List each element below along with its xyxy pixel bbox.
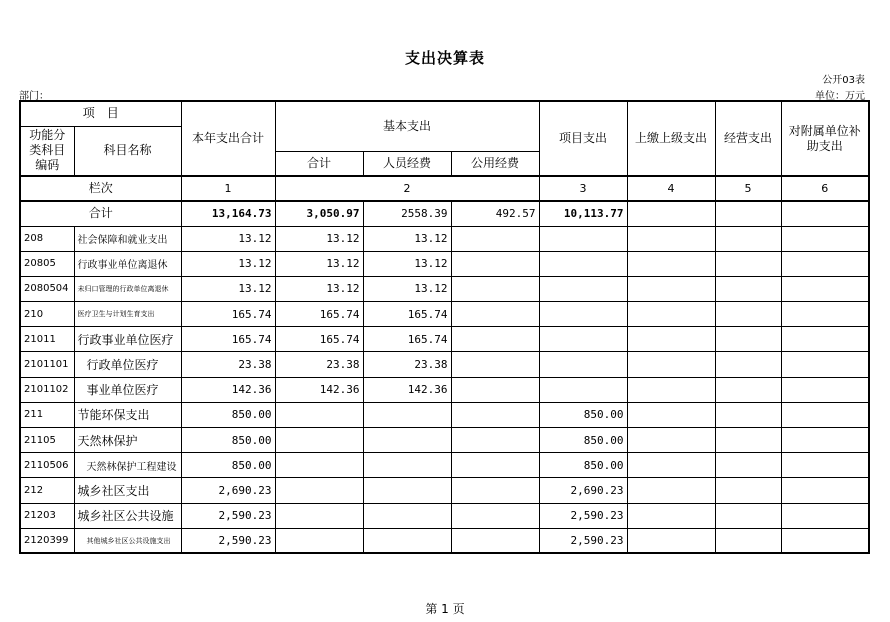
- header-basic-total: 合计: [275, 151, 363, 176]
- row-personnel: [363, 503, 451, 528]
- row-remit: [627, 528, 715, 553]
- row-subsidy: [781, 327, 869, 352]
- row-remit: [627, 276, 715, 301]
- total-row-remit: [627, 201, 715, 226]
- row-code: 212: [20, 478, 74, 503]
- column-number-5: 5: [715, 176, 781, 201]
- header-remit: 上缴上级支出: [627, 101, 715, 176]
- row-total: 13.12: [181, 226, 275, 251]
- column-number-6: 6: [781, 176, 869, 201]
- row-basic: [275, 402, 363, 427]
- header-basic: 基本支出: [275, 101, 539, 151]
- row-project: [539, 352, 627, 377]
- row-project: 850.00: [539, 428, 627, 453]
- row-code: 208: [20, 226, 74, 251]
- row-operating: [715, 251, 781, 276]
- table-row: [20, 276, 869, 301]
- row-personnel: 142.36: [363, 377, 451, 402]
- table-row: [20, 226, 869, 251]
- header-func-code: 功能分类科目编码: [20, 126, 74, 176]
- row-project: 850.00: [539, 402, 627, 427]
- row-public: [451, 402, 539, 427]
- row-subsidy: [781, 226, 869, 251]
- header-subsidy: 对附属单位补助支出: [781, 101, 869, 176]
- row-basic: 13.12: [275, 226, 363, 251]
- row-subject-name: 行政单位医疗: [74, 352, 181, 377]
- header-item: 项 目: [20, 101, 181, 126]
- row-personnel: [363, 478, 451, 503]
- row-project: 850.00: [539, 453, 627, 478]
- row-code: 2110506: [20, 453, 74, 478]
- column-number-4: 4: [627, 176, 715, 201]
- row-code: 2120399: [20, 528, 74, 553]
- row-public: [451, 302, 539, 327]
- row-code: 2101102: [20, 377, 74, 402]
- row-code: 21105: [20, 428, 74, 453]
- row-total: 2,690.23: [181, 478, 275, 503]
- row-subject-name: 节能环保支出: [74, 402, 181, 427]
- row-personnel: 165.74: [363, 327, 451, 352]
- row-operating: [715, 428, 781, 453]
- row-basic: [275, 503, 363, 528]
- table-row: [20, 251, 869, 276]
- row-subject-name: 行政事业单位离退休: [74, 251, 181, 276]
- row-project: 2,590.23: [539, 528, 627, 553]
- row-remit: [627, 428, 715, 453]
- row-subject-name: 社会保障和就业支出: [74, 226, 181, 251]
- total-row-operating: [715, 201, 781, 226]
- row-basic: [275, 478, 363, 503]
- row-operating: [715, 377, 781, 402]
- row-remit: [627, 302, 715, 327]
- row-subject-name: 行政事业单位医疗: [74, 327, 181, 352]
- row-subsidy: [781, 377, 869, 402]
- row-subsidy: [781, 428, 869, 453]
- row-project: 2,690.23: [539, 478, 627, 503]
- row-personnel: 23.38: [363, 352, 451, 377]
- row-remit: [627, 251, 715, 276]
- row-basic: 142.36: [275, 377, 363, 402]
- table-row: [20, 478, 869, 503]
- row-basic: [275, 453, 363, 478]
- row-personnel: 13.12: [363, 226, 451, 251]
- row-basic: 165.74: [275, 327, 363, 352]
- row-subsidy: [781, 453, 869, 478]
- table-row: [20, 402, 869, 427]
- unit-label: 单位：万元: [815, 91, 865, 102]
- table-row: [20, 453, 869, 478]
- total-row-project: 10,113.77: [539, 201, 627, 226]
- row-public: [451, 503, 539, 528]
- form-code: 公开03表: [822, 75, 865, 86]
- row-remit: [627, 352, 715, 377]
- table-row: [20, 327, 869, 352]
- row-project: [539, 251, 627, 276]
- row-total: 142.36: [181, 377, 275, 402]
- row-operating: [715, 226, 781, 251]
- header-personnel: 人员经费: [363, 151, 451, 176]
- row-personnel: 13.12: [363, 276, 451, 301]
- header-project: 项目支出: [539, 101, 627, 176]
- row-total: 850.00: [181, 453, 275, 478]
- row-code: 2080504: [20, 276, 74, 301]
- row-subsidy: [781, 276, 869, 301]
- total-row-public: 492.57: [451, 201, 539, 226]
- row-basic: 165.74: [275, 302, 363, 327]
- row-personnel: [363, 453, 451, 478]
- row-total: 850.00: [181, 402, 275, 427]
- total-row-label: 合计: [20, 201, 181, 226]
- row-personnel: 165.74: [363, 302, 451, 327]
- header-total: 本年支出合计: [181, 101, 275, 176]
- report-title: 支出决算表: [404, 49, 485, 67]
- table-row: [20, 528, 869, 553]
- row-public: [451, 453, 539, 478]
- row-total: 13.12: [181, 276, 275, 301]
- row-subject-name: 城乡社区公共设施: [74, 503, 181, 528]
- row-operating: [715, 453, 781, 478]
- column-number-label: 栏次: [20, 176, 181, 201]
- row-subject-name: 天然林保护工程建设: [74, 453, 181, 478]
- row-operating: [715, 402, 781, 427]
- row-personnel: 13.12: [363, 251, 451, 276]
- header-public: 公用经费: [451, 151, 539, 176]
- row-remit: [627, 327, 715, 352]
- page-number: 第 1 页: [425, 602, 465, 616]
- row-subject-name: 其他城乡社区公共设施支出: [74, 528, 181, 553]
- header-operating: 经营支出: [715, 101, 781, 176]
- row-operating: [715, 478, 781, 503]
- row-total: 2,590.23: [181, 503, 275, 528]
- total-row-personnel: 2558.39: [363, 201, 451, 226]
- row-subsidy: [781, 352, 869, 377]
- row-total: 23.38: [181, 352, 275, 377]
- row-code: 21011: [20, 327, 74, 352]
- row-code: 210: [20, 302, 74, 327]
- row-remit: [627, 226, 715, 251]
- row-operating: [715, 352, 781, 377]
- row-project: [539, 226, 627, 251]
- row-subsidy: [781, 528, 869, 553]
- row-subsidy: [781, 302, 869, 327]
- row-basic: 13.12: [275, 276, 363, 301]
- row-subject-name: 未归口管理的行政单位离退休: [74, 276, 181, 301]
- row-public: [451, 276, 539, 301]
- row-code: 21203: [20, 503, 74, 528]
- row-basic: 13.12: [275, 251, 363, 276]
- total-row-basic: 3,050.97: [275, 201, 363, 226]
- row-code: 20805: [20, 251, 74, 276]
- total-row-subsidy: [781, 201, 869, 226]
- row-subsidy: [781, 251, 869, 276]
- row-remit: [627, 503, 715, 528]
- row-public: [451, 478, 539, 503]
- row-public: [451, 377, 539, 402]
- row-remit: [627, 402, 715, 427]
- table-row: [20, 377, 869, 402]
- row-total: 165.74: [181, 302, 275, 327]
- row-subject-name: 天然林保护: [74, 428, 181, 453]
- column-number-3: 3: [539, 176, 627, 201]
- row-public: [451, 327, 539, 352]
- row-total: 850.00: [181, 428, 275, 453]
- row-basic: [275, 528, 363, 553]
- table-row: [20, 352, 869, 377]
- row-project: [539, 327, 627, 352]
- table-row: [20, 302, 869, 327]
- expenditure-table: [19, 100, 870, 554]
- table-row: [20, 428, 869, 453]
- row-project: 2,590.23: [539, 503, 627, 528]
- row-personnel: [363, 402, 451, 427]
- department-label: 部门：: [19, 91, 49, 102]
- row-personnel: [363, 528, 451, 553]
- row-public: [451, 428, 539, 453]
- table-row: [20, 503, 869, 528]
- row-project: [539, 302, 627, 327]
- row-remit: [627, 377, 715, 402]
- row-total: 13.12: [181, 251, 275, 276]
- row-subsidy: [781, 478, 869, 503]
- row-operating: [715, 528, 781, 553]
- row-subsidy: [781, 503, 869, 528]
- row-operating: [715, 503, 781, 528]
- row-remit: [627, 478, 715, 503]
- row-remit: [627, 453, 715, 478]
- row-operating: [715, 327, 781, 352]
- row-total: 2,590.23: [181, 528, 275, 553]
- row-subsidy: [781, 402, 869, 427]
- row-code: 211: [20, 402, 74, 427]
- header-subject-name: 科目名称: [74, 126, 181, 176]
- row-public: [451, 352, 539, 377]
- row-total: 165.74: [181, 327, 275, 352]
- row-public: [451, 226, 539, 251]
- column-number-1: 1: [181, 176, 275, 201]
- column-number-2: 2: [275, 176, 539, 201]
- row-operating: [715, 276, 781, 301]
- row-project: [539, 377, 627, 402]
- row-public: [451, 528, 539, 553]
- row-project: [539, 276, 627, 301]
- total-row-total: 13,164.73: [181, 201, 275, 226]
- row-subject-name: 城乡社区支出: [74, 478, 181, 503]
- row-operating: [715, 302, 781, 327]
- row-subject-name: 医疗卫生与计划生育支出: [74, 302, 181, 327]
- row-subject-name: 事业单位医疗: [74, 377, 181, 402]
- row-public: [451, 251, 539, 276]
- row-basic: 23.38: [275, 352, 363, 377]
- row-personnel: [363, 428, 451, 453]
- row-code: 2101101: [20, 352, 74, 377]
- row-basic: [275, 428, 363, 453]
